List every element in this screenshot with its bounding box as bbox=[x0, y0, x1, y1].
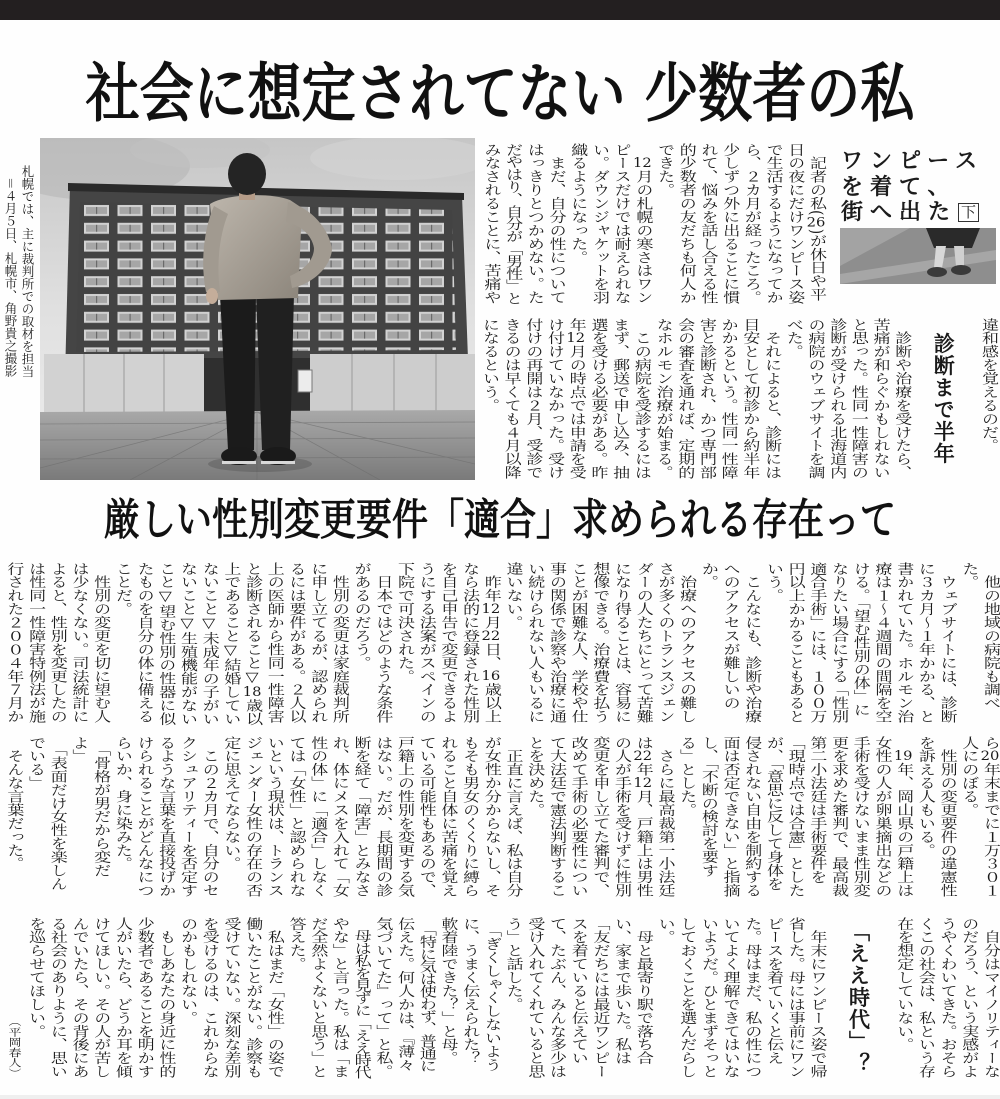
text-column: を訴える人もいる。 bbox=[914, 736, 935, 857]
text-column: んでいたら、その背後にあ bbox=[68, 917, 89, 1079]
text-column: 正直に言えば、私は自分 bbox=[502, 736, 523, 898]
text-column: に申し立てるが、認められ bbox=[307, 562, 328, 724]
text-column: いてよく理解できてはいな bbox=[719, 917, 740, 1079]
section-subhead: 「ええ時代」？ bbox=[846, 920, 872, 1075]
text-column: さが多くのトランスジェン bbox=[654, 562, 675, 724]
text-column: る社会のありように、思い bbox=[46, 917, 67, 1079]
text-column: 受けていない。深刻な差別 bbox=[220, 917, 241, 1079]
series-title-line-last bbox=[841, 200, 999, 226]
text-column: 年12月の時点では申請を受 bbox=[565, 318, 586, 480]
text-column: なりたい場合にする「性別 bbox=[828, 562, 849, 724]
text-column: 療は１～４週間の間隔を空 bbox=[871, 562, 892, 724]
text-column: 侵されない自由を制約する bbox=[741, 736, 762, 898]
text-columns bbox=[479, 143, 826, 304]
text-column: に、うまく伝えられた？ bbox=[459, 917, 480, 1065]
text-column: まず、郵送で申し込み、抽 bbox=[609, 318, 630, 480]
text-column: が、「意思に反して身体を bbox=[762, 736, 783, 891]
text-columns bbox=[2, 562, 1000, 726]
text-column: ら、２カ月が経ったころ。 bbox=[740, 143, 761, 305]
text-column: なホルモン治療が始まる。 bbox=[652, 318, 673, 480]
text-column: 診断が受けられる北海道内 bbox=[826, 318, 847, 480]
text-column: は22年12月、戸籍上は男性 bbox=[632, 736, 653, 898]
text-column: 下院で可決された。 bbox=[394, 562, 415, 683]
text-column: やな」と言った。私は「ま bbox=[329, 917, 350, 1079]
text-column: になり得ることは、容易に bbox=[611, 562, 632, 724]
text-column: よると、性別を変更したの bbox=[46, 562, 67, 724]
text-column: 「骨格が男だから変だ bbox=[90, 736, 111, 878]
text-column: 働いたことがない。診察も bbox=[242, 917, 263, 1079]
text-column: 日の夜にだけワンピース姿 bbox=[784, 143, 805, 305]
text-column: 上であること▽結婚してい bbox=[220, 562, 241, 726]
top-bar bbox=[0, 0, 1000, 20]
text-column: て大法廷で憲法判断するこ bbox=[545, 736, 566, 898]
text-column: た。母はまだ、私の性につ bbox=[741, 917, 762, 1079]
text-column: 自分はマイノリティーな bbox=[980, 917, 1000, 1079]
text-column: 手術を受けないまま性別変 bbox=[849, 736, 870, 898]
text-column: れ、体にメスを入れて「女 bbox=[328, 736, 349, 898]
text-column: 上の医師から性同一性障害 bbox=[263, 562, 284, 724]
text-column: 在を想定していない。 bbox=[893, 917, 914, 1052]
text-column: 織るようになった。 bbox=[567, 143, 588, 264]
text-column: 昨年12月22日、16歳以上 bbox=[480, 562, 501, 724]
text-column: 人にのぼる。 bbox=[958, 736, 979, 817]
series-part-badge: 下 bbox=[958, 203, 979, 222]
text-column: よ」 bbox=[68, 736, 89, 763]
text-column: で生活するようになってか bbox=[762, 143, 783, 305]
text-column: ウェブサイトには、診断 bbox=[936, 562, 957, 724]
text-column: るには要件がある。２人以 bbox=[285, 562, 306, 724]
text-column: に３カ月～１年かかる、と bbox=[914, 562, 935, 724]
text-column: 書かれていた。ホルモン治 bbox=[893, 562, 914, 724]
text-column: でいる」 bbox=[25, 736, 46, 790]
text-column: けられることがどんなにつ bbox=[133, 736, 154, 898]
text-column: になるという。 bbox=[478, 318, 499, 413]
text-column: もそも男女のくくりに縛ら bbox=[459, 736, 480, 898]
text-column: い、家まで歩いた。私は bbox=[611, 917, 632, 1065]
text-column: 少しずつ外に出ることに慣 bbox=[719, 143, 740, 305]
text-column: 性別の変更要件の違憲性 bbox=[936, 736, 957, 898]
text-column: の人が手術を受けずに性別 bbox=[611, 736, 632, 898]
main-headline: 社会に想定されてない 少数者の私 bbox=[85, 55, 915, 131]
main-photo-person-before-courthouse bbox=[40, 138, 475, 480]
text-column: 記者の私(26)が休日や平 bbox=[806, 143, 826, 302]
text-column: と診断されること▽18歳以 bbox=[242, 562, 263, 726]
text-column: るような言葉を直接投げか bbox=[155, 736, 176, 898]
page-bottom-edge bbox=[0, 1095, 1000, 1099]
text-column: 苦痛が和らぐかもしれない bbox=[869, 318, 890, 480]
text-column: まだ、自分の性について bbox=[545, 143, 566, 305]
series-title-text: 街へ出た bbox=[841, 200, 958, 225]
text-column: 想像できる。治療費を払う bbox=[589, 562, 610, 724]
text-column: けてほしい。その人が苦し bbox=[90, 917, 111, 1079]
text-column: いようだ。ひとまずそっと bbox=[697, 917, 718, 1079]
text-column: 改めて手術の必要性につい bbox=[567, 736, 588, 898]
text-column: ジェンダー女性の存在の否 bbox=[242, 736, 263, 898]
text-column: 治療へのアクセスの難し bbox=[676, 562, 697, 724]
text-column: 目安として初診から約半年 bbox=[739, 318, 760, 480]
text-column: が女性か分からないし、そ bbox=[480, 736, 501, 898]
text-column: なら法的に登録された性別 bbox=[459, 562, 480, 724]
text-column: こんなにも、診断や治療 bbox=[741, 562, 762, 724]
text-column: た。 bbox=[958, 562, 979, 589]
article-body-bottom-tier-3 bbox=[2, 917, 1000, 1078]
text-column: い。 bbox=[654, 917, 675, 944]
text-column: 違和感を覚えるのだ。 bbox=[978, 318, 998, 453]
section-subhead: 診断まで半年 bbox=[931, 332, 957, 465]
text-column: 「現時点では合憲」とした bbox=[784, 736, 805, 898]
text-columns bbox=[23, 917, 826, 1078]
text-column: ないこと▽生殖機能がない bbox=[176, 562, 197, 726]
text-column: 第二小法廷は手術要件を bbox=[806, 736, 827, 884]
text-column: はっきりとつかめない。た bbox=[523, 143, 544, 305]
article-body-bottom-tier-2 bbox=[2, 736, 1000, 897]
text-column: 定に思えてならない。 bbox=[220, 736, 241, 871]
text-column: のだろう、という実感がよ bbox=[958, 917, 979, 1079]
text-column: らいか、身に染みた。 bbox=[111, 736, 132, 871]
series-title-line: ワンピース bbox=[841, 149, 985, 174]
text-column: 戸籍上の性別を変更する気 bbox=[394, 736, 415, 898]
text-column: ける。「望む性別の体」に bbox=[849, 562, 870, 717]
text-column: かかるという。性同一性障 bbox=[717, 318, 738, 480]
text-column: 他の地域の病院も調べ bbox=[980, 562, 1000, 710]
text-column: もしあなたの身近に性的 bbox=[155, 917, 176, 1079]
text-column: 日本ではどのような条件 bbox=[372, 562, 393, 724]
text-column: へのアクセスが難しいの bbox=[719, 562, 740, 710]
text-column: ピースだけでは耐えられな bbox=[610, 143, 631, 305]
text-column: のかもしれない。 bbox=[177, 917, 198, 1025]
text-column: を受けるのは、これからな bbox=[198, 917, 219, 1079]
text-column: う」と話した。 bbox=[502, 917, 523, 1012]
text-column: 選を受ける必要がある。昨 bbox=[587, 318, 608, 480]
text-column: 適合手術」には、１００万 bbox=[806, 562, 827, 724]
text-column: ピースを着ていくと伝え bbox=[763, 917, 784, 1065]
text-column: 12月の札幌の寒さはワン bbox=[632, 156, 653, 305]
text-column: しておくことを選んだらし bbox=[676, 917, 697, 1079]
text-column: し、「不断の検討を要す bbox=[697, 736, 718, 878]
text-column: れること自体に苦痛を覚え bbox=[437, 736, 458, 898]
text-column: 年末にワンピース姿で帰 bbox=[806, 917, 827, 1079]
text-column: 母は私を見ずに「ええ時代 bbox=[350, 917, 371, 1079]
text-column: 変更を申し立てた審判で、 bbox=[589, 736, 610, 898]
photo-caption bbox=[2, 150, 36, 377]
text-column: 面は否定できない」と指摘 bbox=[719, 736, 740, 898]
text-column: 伝えた。何人かは、『薄々 bbox=[394, 917, 415, 1072]
text-column: べた。 bbox=[782, 318, 803, 359]
text-column: ら20年末までに１万３０１ bbox=[980, 736, 1000, 898]
series-photo-walking-legs bbox=[840, 228, 996, 284]
text-column: くこの社会は、私という存 bbox=[914, 917, 935, 1079]
text-column: 「友だちには最近ワンピー bbox=[589, 917, 610, 1079]
text-column: 行された２００４年７月か bbox=[3, 562, 24, 724]
text-column: 私はまだ「女性」の姿で bbox=[263, 917, 284, 1079]
text-column: はない。だが、長期間の診 bbox=[372, 736, 393, 898]
text-column: 害と診断され、かつ専門部 bbox=[695, 318, 716, 480]
caption-credit-line: ＝４月５日、札幌市、角野貴之撮影 bbox=[3, 176, 18, 377]
text-column: 少数者であることを明かす bbox=[133, 917, 154, 1079]
text-column: いう。 bbox=[762, 562, 783, 603]
text-column: クシュアリティーを否定す bbox=[176, 736, 197, 898]
text-column: 気づいてた』って」と私。 bbox=[372, 917, 393, 1079]
text-column: できた。 bbox=[654, 143, 675, 197]
text-column: みなされることに、苦痛や bbox=[480, 143, 501, 305]
text-column: 軟着陸できた？」と母。 bbox=[437, 917, 458, 1065]
text-column: 付けの再開は２月、受診で bbox=[522, 318, 543, 480]
text-column: だやはり、自分が「男性」と bbox=[502, 143, 523, 305]
text-column: 更を求めた審判で、最高裁 bbox=[828, 736, 849, 898]
text-column: 的少数者の友だちも何人か bbox=[675, 143, 696, 305]
text-column: とを決めた。 bbox=[524, 736, 545, 817]
text-columns bbox=[891, 917, 1000, 1078]
text-column: この病院を受診するには bbox=[630, 318, 651, 480]
text-column: いという現状は、トランス bbox=[263, 736, 284, 898]
text-column: スを着ていると伝えてい bbox=[567, 917, 588, 1065]
text-column: だ全然よくないと思う」と bbox=[307, 917, 328, 1079]
text-column: い。ダウンジャケットを羽 bbox=[588, 143, 609, 305]
text-column: 人がいたら、どうか耳を傾 bbox=[111, 917, 132, 1079]
text-column: 円以上かかることもあると bbox=[784, 562, 805, 724]
text-column: ダーの人たちにとって苦難 bbox=[632, 562, 653, 724]
text-column: そんな言葉だった。 bbox=[3, 736, 24, 871]
text-column: 性の体」に「適合」しなく bbox=[307, 736, 328, 898]
text-column: きるのは早くても４月以降 bbox=[500, 318, 521, 480]
text-column: を自己申告で変更できるよ bbox=[437, 562, 458, 724]
series-title-line: を着て、 bbox=[841, 174, 957, 200]
text-column: さらに最高裁第一小法廷 bbox=[654, 736, 675, 898]
text-column: 省した。母には事前にワン bbox=[784, 917, 805, 1079]
sub-headline: 厳しい性別変更要件「適合」求められる存在って bbox=[103, 494, 896, 546]
text-column: る」とした。 bbox=[676, 736, 697, 817]
text-column: け付けていなかった。受け bbox=[544, 318, 565, 480]
text-column: 女性の人が卵巣摘出などの bbox=[871, 736, 892, 898]
text-column: それによると、診断には bbox=[761, 318, 782, 480]
text-column: れて、悩みを話し合える性 bbox=[697, 143, 718, 305]
text-column: があるのだろう。 bbox=[350, 562, 371, 670]
text-column: 断を経て「障害」とみなさ bbox=[350, 736, 371, 898]
caption-line: 札幌では、主に裁判所での取材を担当 bbox=[20, 164, 35, 377]
text-column: 「表面だけ女性を楽しん bbox=[46, 736, 67, 891]
text-column: を巡らせてほしい。 bbox=[25, 917, 46, 1038]
text-column: 答えた。 bbox=[285, 917, 306, 971]
text-column: この２カ月で、自分のセ bbox=[198, 736, 219, 898]
text-column: 診断や治療を受けたら、 bbox=[891, 318, 912, 480]
text-column: たものを自分の体に備える bbox=[133, 562, 154, 724]
text-column: 性別の変更は家庭裁判所 bbox=[328, 562, 349, 724]
text-column: は少なくない。司法統計に bbox=[68, 562, 89, 724]
text-column: 「特に気は使わず、普通に bbox=[415, 917, 436, 1072]
text-column: と思った。性同一性障害の bbox=[847, 318, 868, 480]
text-column: は性同一性障害特例法が施 bbox=[25, 562, 46, 724]
text-column: ては「女性」と認められな bbox=[285, 736, 306, 898]
text-column: 会の審査を通れば、定期的 bbox=[674, 318, 695, 480]
text-column: こと▽望む性別の性器に似 bbox=[155, 562, 176, 726]
text-column: か。 bbox=[697, 562, 718, 589]
text-column: 母と最寄り駅で落ち合 bbox=[632, 917, 653, 1065]
text-column: 19年、岡山県の戸籍上は bbox=[893, 749, 914, 898]
series-title bbox=[841, 149, 999, 226]
article-body-top-lower bbox=[477, 318, 998, 479]
text-column: の病院のウェブサイトを調 bbox=[804, 318, 825, 480]
article-body-bottom-tier-1 bbox=[2, 562, 1000, 726]
author-byline: （平岡春人） bbox=[5, 1016, 21, 1079]
text-column: 受け入れてくれていると思 bbox=[524, 917, 545, 1079]
text-columns bbox=[477, 318, 911, 479]
text-column: い続けられない人もいるに bbox=[524, 562, 545, 724]
text-column: ている可能性もあるので、 bbox=[415, 736, 436, 898]
text-column: 「ぎくしゃくしないよう bbox=[480, 917, 501, 1072]
text-column: 違いない。 bbox=[502, 562, 523, 630]
text-column: ことが困難な人、学校や仕 bbox=[567, 562, 588, 724]
text-column: うやくわいてきた。おそら bbox=[936, 917, 957, 1079]
text-column: て、たぶん、みんな多少は bbox=[546, 917, 567, 1079]
text-column: 事の関係で診察や治療に通 bbox=[545, 562, 566, 724]
text-columns bbox=[2, 736, 1000, 897]
text-column: うにする法案がスペインの bbox=[415, 562, 436, 724]
text-columns bbox=[976, 318, 998, 479]
text-column: ないこと▽未成年の子がい bbox=[198, 562, 219, 726]
article-body-top-upper bbox=[479, 143, 826, 304]
text-column: 性別の変更を切に望む人 bbox=[90, 562, 111, 724]
text-column: ことだ。 bbox=[111, 562, 132, 616]
